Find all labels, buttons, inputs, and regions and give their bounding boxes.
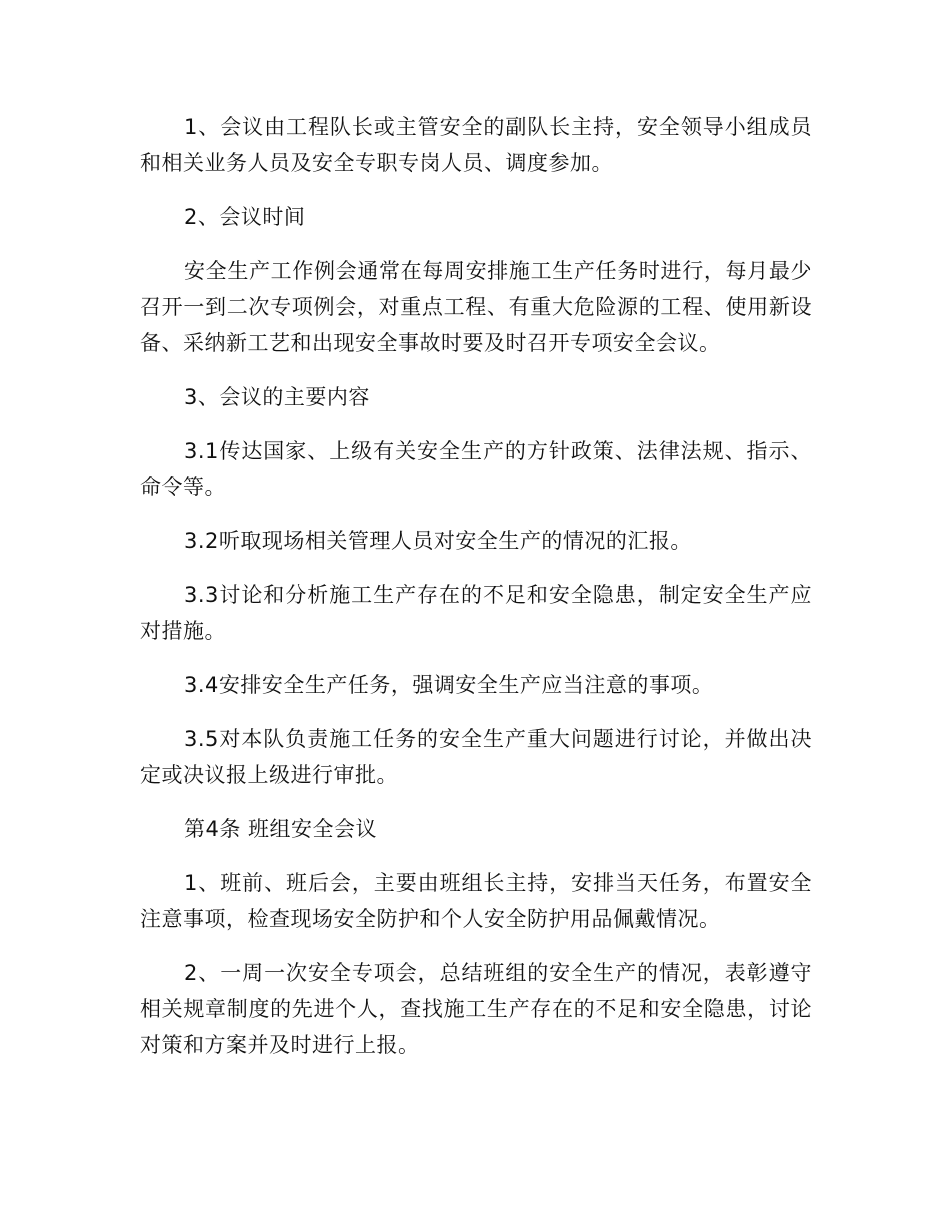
paragraph-item-3-3: 3.3讨论和分析施工生产存在的不足和安全隐患，制定安全生产应对措施。	[140, 583, 812, 643]
heading-meeting-time: 2、会议时间	[184, 205, 306, 229]
paragraph-item-3-5: 3.5对本队负责施工任务的安全生产重大问题进行讨论，并做出决定或决议报上级进行审批。	[140, 727, 812, 787]
heading-meeting-content: 3、会议的主要内容	[184, 385, 370, 409]
paragraph-meeting-schedule: 安全生产工作例会通常在每周安排施工生产任务时进行，每月最少召开一到二次专项例会，对重点工程、有重大危险源的工程、使用新设备、采纳新工艺和出现安全事故时要及时召开专项安全会议。	[140, 259, 812, 355]
paragraph-item-3-1: 3.1传达国家、上级有关安全生产的方针政策、法律法规、指示、命令等。	[140, 439, 812, 499]
document-body	[140, 109, 812, 1081]
paragraph-item-3-4: 3.4安排安全生产任务，强调安全生产应当注意的事项。	[184, 673, 714, 697]
paragraph-team-shift-meeting: 1、班前、班后会，主要由班组长主持，安排当天任务，布置安全注意事项，检查现场安全防护和个人安全防护用品佩戴情况。	[140, 871, 812, 931]
heading-article-4: 第4条 班组安全会议	[184, 817, 378, 841]
paragraph-meeting-chair: 1、会议由工程队长或主管安全的副队长主持，安全领导小组成员和相关业务人员及安全专职专岗人员、调度参加。	[140, 115, 812, 175]
paragraph-item-3-2: 3.2听取现场相关管理人员对安全生产的情况的汇报。	[184, 529, 692, 553]
paragraph-team-weekly-meeting: 2、一周一次安全专项会，总结班组的安全生产的情况，表彰遵守相关规章制度的先进个人，查找施工生产存在的不足和安全隐患，讨论对策和方案并及时进行上报。	[140, 961, 812, 1057]
